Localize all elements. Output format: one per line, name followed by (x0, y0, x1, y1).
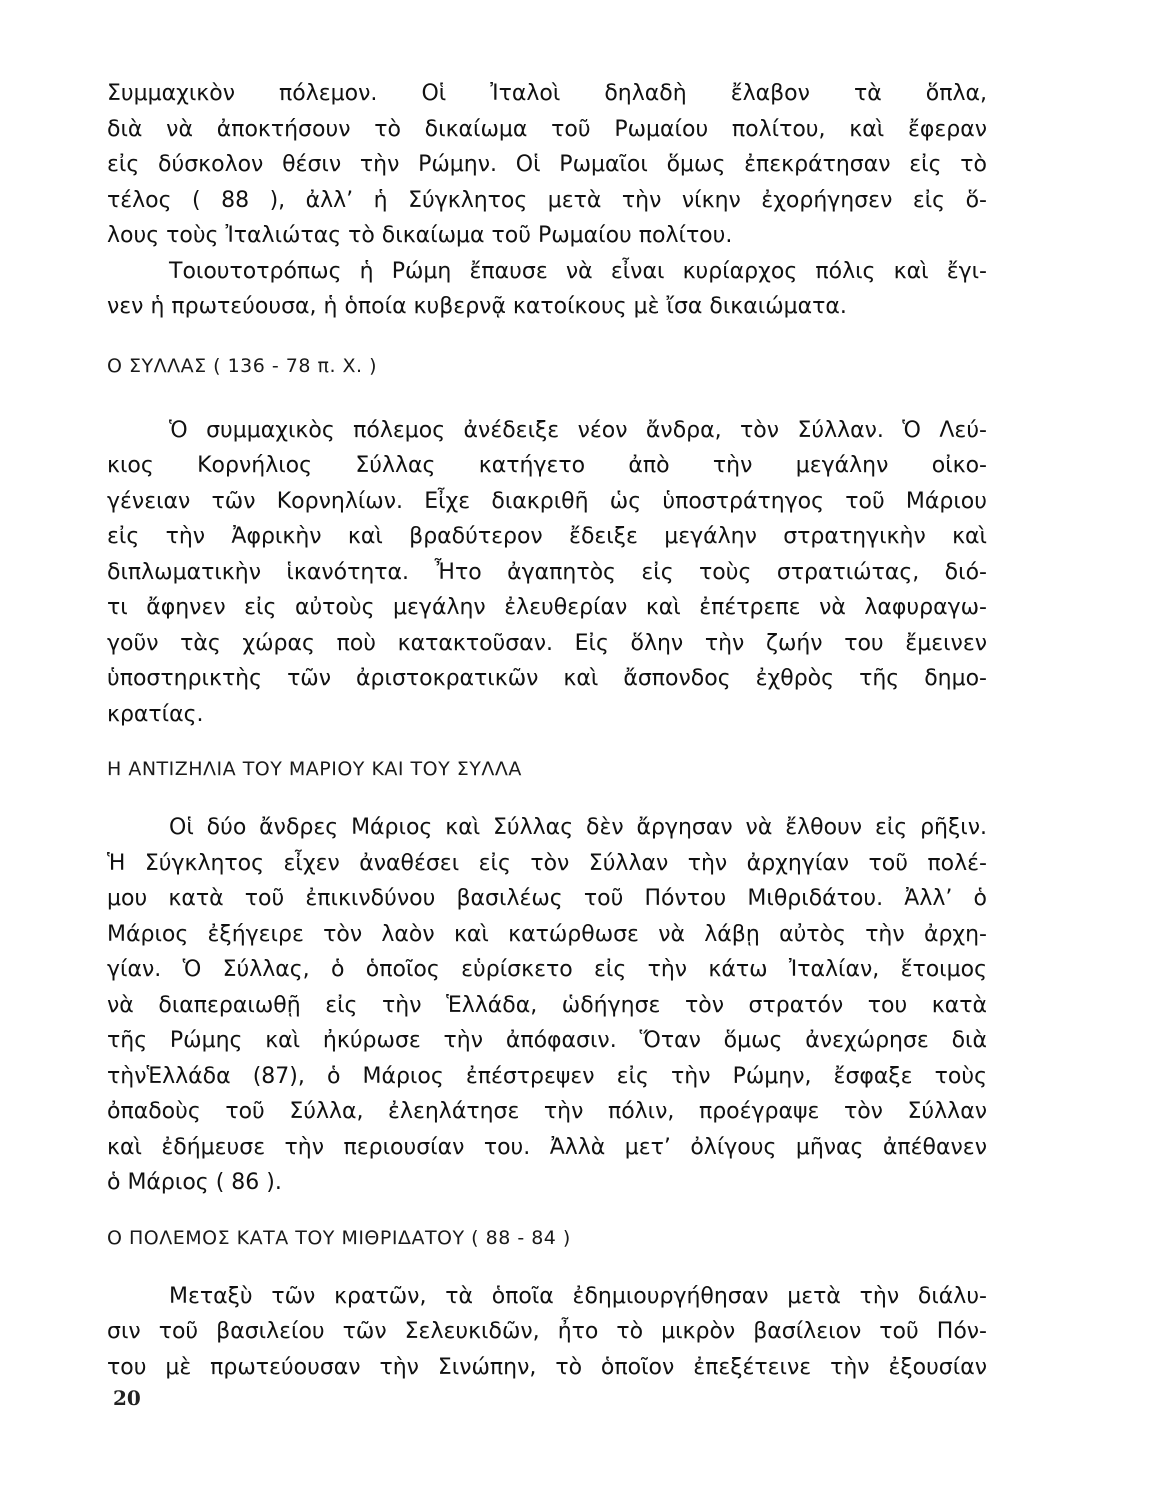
text-line: τι ἄφηνεν εἰς αὐτοὺς μεγάλην ἐλευθερίαν καὶ ἐπέτρεπε νὰ λαφυραγω- (107, 595, 987, 620)
text-line: λους τοὺς Ἰταλιώτας τὸ δικαίωμα τοῦ Ρωμαίου πολίτου. (107, 223, 733, 248)
text-line: Μεταξὺ τῶν κρατῶν, τὰ ὁποῖα ἐδημιουργήθησαν μετὰ τὴν διάλυ- (169, 1283, 987, 1309)
section-heading-mithridatic-war: Ο ΠΟΛΕΜΟΣ ΚΑΤΑ ΤΟΥ ΜΙΘΡΙΔΑΤΟΥ ( 88 - 84 ) (107, 1226, 571, 1249)
text-line: Οἱ δύο ἄνδρες Μάριος καὶ Σύλλας δὲν ἄργησαν νὰ ἔλθουν εἰς ρῆξιν. (169, 815, 987, 840)
paragraph-1 (107, 76, 987, 254)
text-line: γίαν. Ὁ Σύλλας, ὁ ὁποῖος εὑρίσκετο εἰς τὴν κάτω Ἰταλίαν, ἕτοιμος (107, 957, 987, 982)
text-line: εἰς δύσκολον θέσιν τὴν Ρώμην. Οἱ Ρωμαῖοι ὅμως ἐπεκράτησαν εἰς τὸ (107, 152, 987, 177)
text-line: τέλος ( 88 ), ἀλλ’ ἡ Σύγκλητος μετὰ τὴν νίκην ἐχορήγησεν εἰς ὅ- (107, 187, 987, 213)
paragraph-3 (107, 413, 987, 733)
paragraph-5 (107, 1279, 987, 1386)
text-line: καὶ ἐδήμευσε τὴν περιουσίαν του. Ἀλλὰ μετ’ ὀλίγους μῆνας ἀπέθανεν (107, 1134, 987, 1160)
text-line: νεν ἡ πρωτεύουσα, ἡ ὁποία κυβερνᾷ κατοίκους μὲ ἴσα δικαιώματα. (107, 294, 847, 319)
text-line: Τοιουτοτρόπως ἡ Ρώμη ἔπαυσε νὰ εἶναι κυρίαρχος πόλις καὶ ἔγι- (169, 258, 987, 284)
text-line: τὴνἙλλάδα (87), ὁ Μάριος ἐπέστρεψεν εἰς τὴν Ρώμην, ἔσφαξε τοὺς (107, 1063, 987, 1089)
section-heading-rivalry: Η ΑΝΤΙΖΗΛΙΑ ΤΟΥ ΜΑΡΙΟΥ ΚΑΙ ΤΟΥ ΣΥΛΛΑ (107, 758, 522, 780)
text-line: ὁ Μάριος ( 86 ). (107, 1170, 282, 1195)
page-number: 20 (113, 1386, 141, 1410)
text-line: τῆς Ρώμης καὶ ἠκύρωσε τὴν ἀπόφασιν. Ὅταν ὅμως ἀνεχώρησε διὰ (107, 1028, 987, 1053)
text-line: γοῦν τὰς χώρας ποὺ κατακτοῦσαν. Εἰς ὅλην τὴν ζωήν του ἔμεινεν (107, 630, 987, 656)
text-line: νὰ διαπεραιωθῇ εἰς τὴν Ἑλλάδα, ὡδήγησε τὸν στρατόν του κατὰ (107, 992, 987, 1018)
text-line: Ἡ Σύγκλητος εἶχεν ἀναθέσει εἰς τὸν Σύλλαν τὴν ἀρχηγίαν τοῦ πολέ- (107, 850, 987, 876)
text-line: κιος Κορνήλιος Σύλλας κατήγετο ἀπὸ τὴν μεγάλην οἰκο- (107, 453, 987, 478)
text-line: ὑποστηρικτὴς τῶν ἀριστοκρατικῶν καὶ ἄσπονδος ἐχθρὸς τῆς δημο- (107, 666, 987, 691)
section-heading-sullas: Ο ΣΥΛΛΑΣ ( 136 - 78 π. Χ. ) (107, 354, 378, 377)
text-line: διὰ νὰ ἀποκτήσουν τὸ δικαίωμα τοῦ Ρωμαίου πολίτου, καὶ ἔφεραν (107, 116, 987, 142)
text-line: Μάριος ἐξήγειρε τὸν λαὸν καὶ κατώρθωσε νὰ λάβῃ αὐτὸς τὴν ἀρχη- (107, 921, 987, 947)
text-line: του μὲ πρωτεύουσαν τὴν Σινώπην, τὸ ὁποῖον ἐπεξέτεινε τὴν ἐξουσίαν (107, 1354, 987, 1380)
text-body (107, 76, 987, 1385)
paragraph-4 (107, 810, 987, 1201)
paragraph-2 (107, 254, 987, 325)
text-line: σιν τοῦ βασιλείου τῶν Σελευκιδῶν, ἦτο τὸ μικρὸν βασίλειον τοῦ Πόν- (107, 1319, 987, 1344)
text-line: Συμμαχικὸν πόλεμον. Οἱ Ἰταλοὶ δηλαδὴ ἔλαβον τὰ ὅπλα, (107, 81, 987, 106)
text-line: Ὁ συμμαχικὸς πόλεμος ἀνέδειξε νέον ἄνδρα, τὸν Σύλλαν. Ὁ Λεύ- (169, 417, 987, 443)
text-line: διπλωματικὴν ἱκανότητα. Ἦτο ἀγαπητὸς εἰς τοὺς στρατιώτας, διό- (107, 559, 987, 585)
text-line: ὀπαδοὺς τοῦ Σύλλα, ἐλεηλάτησε τὴν πόλιν, προέγραψε τὸν Σύλλαν (107, 1099, 987, 1124)
text-line: μου κατὰ τοῦ ἐπικινδύνου βασιλέως τοῦ Πόντου Μιθριδάτου. Ἀλλ’ ὁ (107, 886, 987, 911)
text-line: εἰς τὴν Ἀφρικὴν καὶ βραδύτερον ἔδειξε μεγάλην στρατηγικὴν καὶ (107, 524, 987, 549)
text-line: κρατίας. (107, 701, 204, 727)
text-line: γένειαν τῶν Κορνηλίων. Εἶχε διακριθῆ ὡς ὑποστράτηγος τοῦ Μάριου (107, 488, 987, 514)
